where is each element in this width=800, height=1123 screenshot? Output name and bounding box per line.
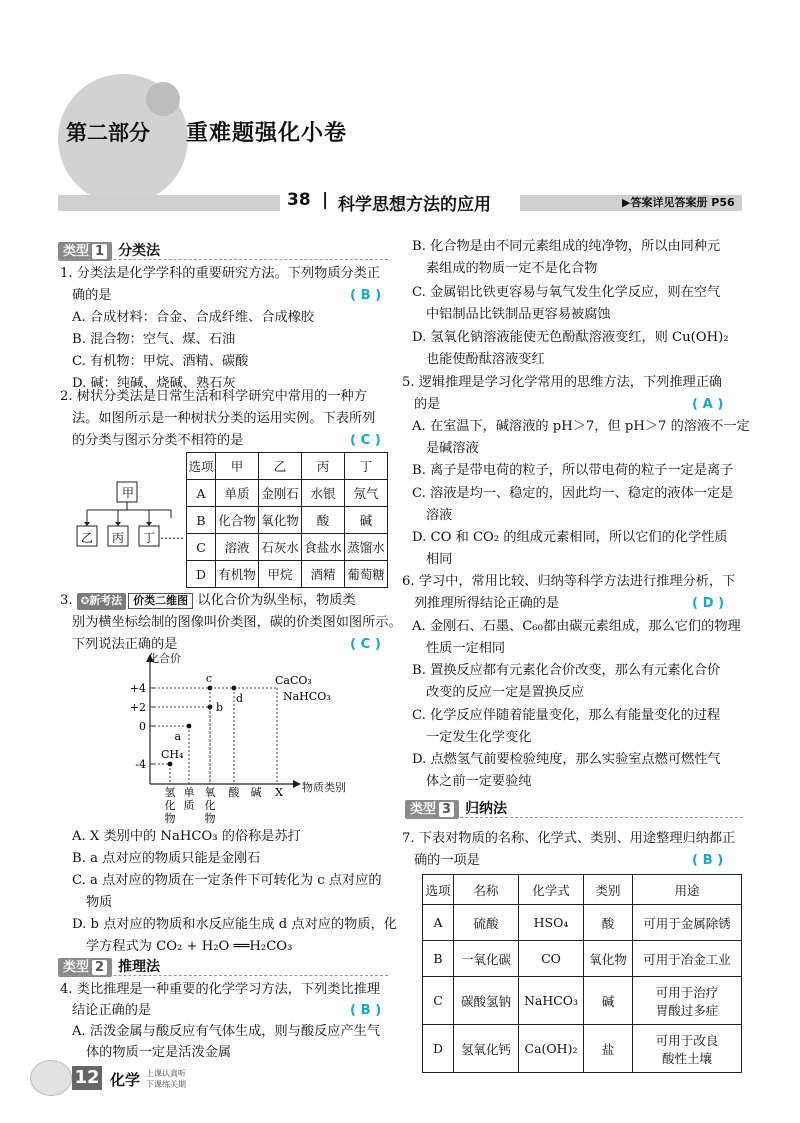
type-tag: 类型 2 [58, 958, 112, 977]
valence-class-chart [125, 650, 355, 830]
q6-line-2: 列推理所得结论正确的是 [414, 596, 560, 611]
q4-option-b: B. 化合物是由不同元素组成的纯净物，所以由同种元 [412, 239, 721, 254]
y-axis-title: 化合价 [148, 652, 181, 665]
q7-table-header: 选项 名称 化学式 类别 用途 [423, 875, 742, 905]
q6-option-a: A. 金刚石、石墨、C₆₀都由碳元素组成，那么它们的物理 [412, 619, 741, 634]
q5-answer: ( A ) [692, 397, 724, 412]
point-label: b [216, 701, 224, 714]
q1-option-b: B. 混合物：空气、煤、石油 [72, 332, 236, 347]
q3-option-a: A. X 类别中的 NaHCO₃ 的俗称是苏打 [72, 829, 301, 844]
table-row: D 氢氧化钙 Ca(OH)₂ 盐 可用于改良 酸性土壤 [423, 1025, 742, 1073]
tree-dots: …… [160, 528, 184, 542]
q6-option-d: D. 点燃氢气前要检验纯度，那么实验室点燃可燃性气 [412, 752, 721, 767]
x-tick-label: X [275, 786, 283, 799]
table-row: B 一氧化碳 CO 氧化物 可用于冶金工业 [423, 941, 742, 977]
q4-option-c: C. 金属铝比铁更容易与氧气发生化学反应，则在空气 [412, 285, 721, 300]
header-small-circle [146, 82, 180, 116]
q3-option-c-cont: 物质 [86, 895, 113, 910]
q4-line-2: 结论正确的是 [72, 1003, 152, 1018]
x-tick-label: 单质 [183, 786, 195, 812]
footer-slogan-1: 上课认真听 [146, 1069, 186, 1078]
new-exam-badge: ✪新考法 [77, 593, 126, 610]
y-tick-label: -4 [135, 758, 146, 771]
section-divider: | [322, 190, 329, 210]
q5-option-a: A. 在室温下，碱溶液的 pH＞7，但 pH＞7 的溶液不一定 [412, 419, 750, 434]
q7-table [422, 874, 742, 1073]
answer-ref: ▶答案详见答案册 P56 [622, 196, 735, 209]
q1-option-c: C. 有机物：甲烷、酒精、碳酸 [72, 354, 249, 369]
q4-option-b-cont: 素组成的物质一定不是化合物 [426, 261, 598, 276]
q1-option-d: D. 碱：纯碱、烧碱、熟石灰 [72, 376, 236, 391]
q3-option-d: D. b 点对应的物质和水反应能生成 d 点对应的物质，化 [72, 917, 397, 932]
footer-subject: 化学 [110, 1071, 141, 1089]
q2-answer: ( C ) [350, 433, 381, 448]
q2-line-1: 2. 树状分类法是日常生活和科学研究中常用的一种方 [60, 389, 367, 404]
tree-root-label: 甲 [121, 486, 134, 500]
type-tag: 类型 3 [405, 800, 459, 819]
q4-option-d: D. 氢氧化钠溶液能使无色酚酞溶液变红，则 Cu(OH)₂ [412, 330, 729, 345]
q3-line-1: 3. ✪新考法 价类二维图 以化合价为纵坐标，物质类 [60, 593, 356, 608]
q5-option-d: D. CO 和 CO₂ 的组成元素相同，所以它们的化学性质 [412, 530, 728, 545]
q5-line-2: 的是 [414, 397, 441, 412]
q6-option-b: B. 置换反应都有元素化合价改变，那么有元素化合价 [412, 663, 721, 678]
q2-line-3: 的分类与图示分类不相符的是 [72, 433, 244, 448]
q4-line-1: 4. 类比推理是一种重要的化学学习方法，下列类比推理 [60, 982, 381, 997]
topic-badge: 价类二维图 [128, 593, 193, 609]
point-label: d [236, 692, 244, 705]
point-label: CaCO₃ [275, 674, 312, 687]
type-2-header: 类型 2 推理法 [58, 956, 160, 977]
point-label: CH₄ [161, 748, 184, 761]
tree-child-label: 乙 [80, 531, 93, 545]
q6-option-c: C. 化学反应伴随着能量变化，那么有能量变化的过程 [412, 708, 721, 723]
type-3-underline [405, 817, 743, 818]
q4-option-a-cont: 体的物质一定是活泼金属 [86, 1045, 232, 1060]
q5-option-b: B. 离子是带电荷的粒子，所以带电荷的粒子一定是离子 [412, 463, 734, 478]
q6-option-a-cont: 性质一定相同 [426, 641, 506, 656]
table-row: C 碳酸氢钠 NaHCO₃ 碱 可用于治疗 胃酸过多症 [423, 977, 742, 1025]
page-number: 12 [72, 1066, 102, 1090]
q5-option-c-cont: 溶液 [426, 508, 453, 523]
x-tick-label: 氢化物 [164, 786, 176, 825]
q6-option-c-cont: 一定发生化学变化 [426, 730, 532, 745]
section-title: 科学思想方法的应用 [338, 195, 491, 215]
page-title: 重难题强化小卷 [186, 121, 348, 146]
type-3-header: 类型 3 归纳法 [405, 798, 507, 819]
q3-option-b: B. a 点对应的物质只能是金刚石 [72, 851, 261, 866]
q1-stem-1: 1. 分类法是化学学科的重要研究方法。下列物质分类正 [60, 266, 381, 281]
q5-option-d-cont: 相同 [426, 552, 453, 567]
x-tick-label: 碱 [250, 786, 262, 799]
q6-line-1: 6. 学习中，常用比较、归纳等科学方法进行推理分析，下 [402, 574, 736, 589]
type-1-underline [58, 259, 388, 260]
q4-option-c-cont: 中铝制品比铁制品更容易被腐蚀 [426, 307, 611, 322]
tree-child-label: 丙 [111, 531, 124, 545]
y-tick-label: +4 [129, 682, 146, 695]
data-point [187, 724, 192, 729]
q7-line-1: 7. 下表对物质的名称、化学式、类别、用途整理归纳都正 [402, 831, 736, 846]
q5-option-a-cont: 是碱溶液 [426, 441, 479, 456]
q5-option-c: C. 溶液是均一、稳定的，因此均一、稳定的液体一定是 [412, 486, 734, 501]
q3-line-3: 下列说法正确的是 [72, 637, 178, 652]
x-tick-label: 酸 [228, 786, 240, 799]
section-bar-left [58, 195, 280, 211]
point-label: a [174, 730, 181, 743]
q1-stem-2: 确的是 [72, 288, 112, 303]
data-point [168, 762, 173, 767]
x-tick-label: 氧化物 [204, 786, 216, 825]
type-2-underline [58, 975, 388, 976]
q3-line-2: 别为横坐标绘制的图像叫价类图，碳的价类图如图所示。 [72, 615, 402, 630]
q6-option-d-cont: 体之前一定要验纯 [426, 774, 532, 789]
q3-answer: ( C ) [350, 637, 381, 652]
y-tick-label: +2 [129, 701, 146, 714]
y-tick-label: 0 [139, 720, 146, 733]
table-row: A 硫酸 HSO₄ 酸 可用于金属除锈 [423, 905, 742, 941]
q6-answer: ( D ) [692, 596, 725, 611]
q6-option-b-cont: 改变的反应一定是置换反应 [426, 685, 585, 700]
q4-option-d-cont: 也能使酚酞溶液变红 [426, 352, 545, 367]
q3-option-c: C. a 点对应的物质在一定条件下可转化为 c 点对应的 [72, 873, 382, 888]
q5-line-1: 5. 逻辑推理是学习化学常用的思维方法，下列推理正确 [402, 375, 723, 390]
part-label: 第二部分 [66, 121, 150, 145]
x-axis-title: 物质类别 [302, 781, 346, 794]
q4-answer: ( B ) [350, 1003, 382, 1018]
q7-answer: ( B ) [692, 853, 724, 868]
section-number: 38 [287, 190, 311, 210]
q1-answer: ( B ) [350, 288, 382, 303]
q4-option-a: A. 活泼金属与酸反应有气体生成，则与酸反应产生气 [72, 1024, 381, 1039]
q1-option-a: A. 合成材料：合金、合成纤维、合成橡胶 [72, 310, 315, 325]
point-label: NaHCO₃ [283, 690, 331, 703]
q2-line-2: 法。如图所示是一种树状分类的运用实例。下表所列 [72, 411, 376, 426]
type-tag: 类型 1 [58, 242, 112, 261]
q7-line-2: 确的一项是 [414, 853, 480, 868]
footer-logo-icon [30, 1060, 72, 1096]
tree-child-label: 丁 [142, 531, 155, 545]
q3-option-d-cont: 学方程式为 CO₂ + H₂O ══H₂CO₃ [86, 939, 293, 954]
point-label: c [205, 672, 213, 685]
q2-table: 选项 甲 乙 丙 丁 A 单质 金刚石 水银 氖气 B 化合物 氧化物 酸 碱 C 溶液 石灰水 食盐水 蒸馏水 D 有机物 甲烷 酒精 葡萄糖 [186, 452, 388, 588]
footer-slogan-2: 下课练关期 [146, 1080, 186, 1089]
type-1-header: 类型 1 分类法 [58, 240, 160, 261]
